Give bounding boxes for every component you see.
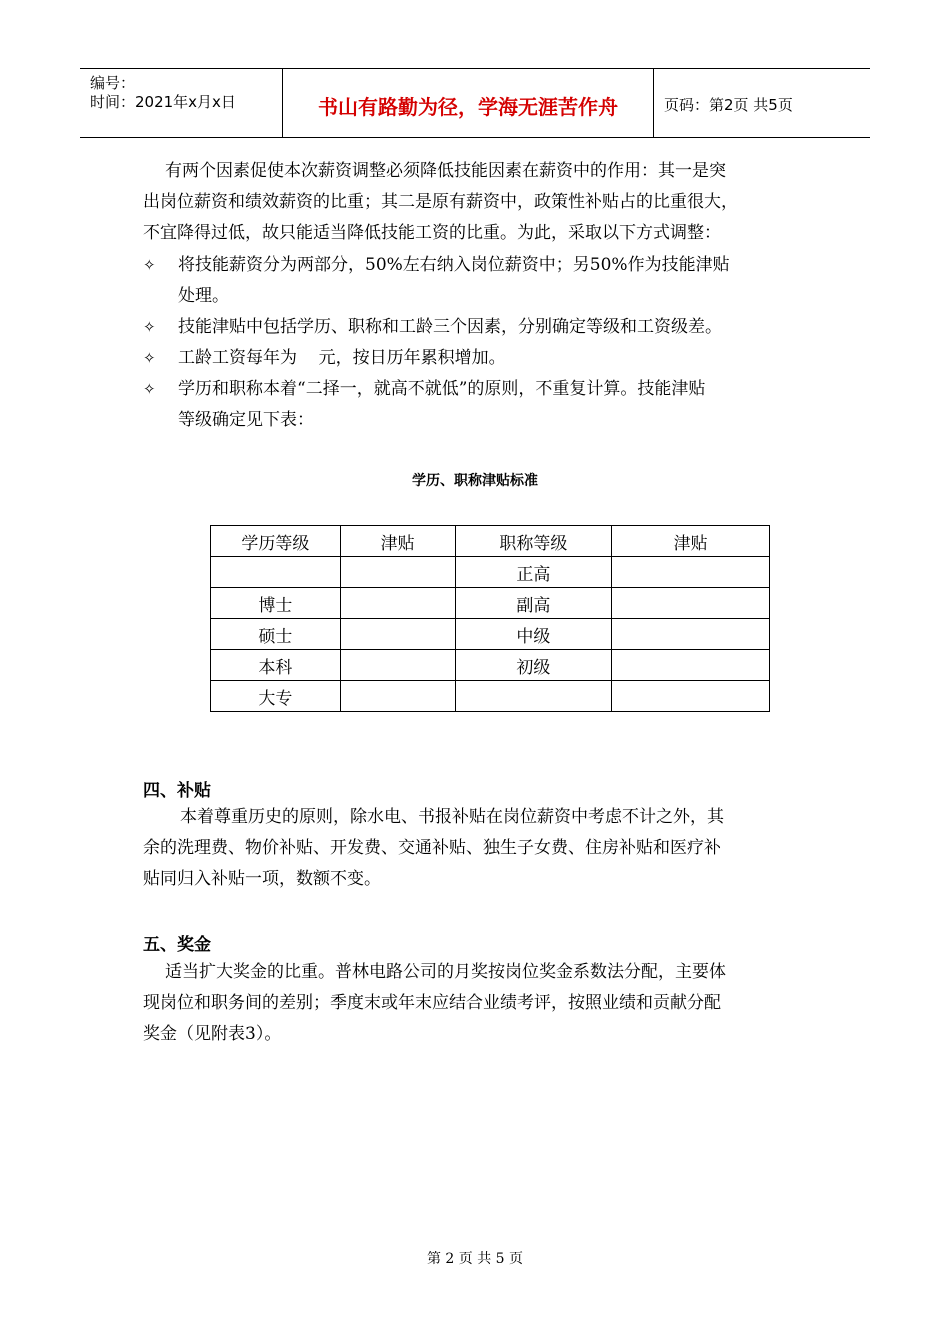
table-row — [211, 650, 770, 681]
table-header-cell: 津贴 — [340, 526, 455, 557]
table-row — [211, 619, 770, 650]
table-cell — [340, 588, 455, 619]
table-cell — [612, 619, 770, 650]
table-header-row — [211, 526, 770, 557]
section-5-line-3: 奖金（见附表3）。 — [143, 1024, 282, 1044]
intro-line-1: 有两个因素促使本次薪资调整必须降低技能因素在薪资中的作用：其一是突 — [165, 161, 726, 181]
intro-line-3: 不宜降得过低，故只能适当降低技能工资的比重。为此，采取以下方式调整： — [143, 223, 721, 243]
section-5-line-2: 现岗位和职务间的差别；季度末或年末应结合业绩考评，按照业绩和贡献分配 — [143, 993, 721, 1013]
table-cell: 博士 — [211, 588, 341, 619]
table-cell — [612, 588, 770, 619]
table-row — [211, 557, 770, 588]
section-4-line-1: 本着尊重历史的原则，除水电、书报补贴在岗位薪资中考虑不计之外，其 — [180, 807, 724, 827]
bullet-text: 学历和职称本着“二择一，就高不就低”的原则，不重复计算。技能津贴 — [178, 379, 706, 399]
page-header — [80, 68, 870, 138]
document-number-label: 编号： — [90, 74, 136, 92]
table-cell — [340, 650, 455, 681]
bullet-1-continuation: 处理。 — [178, 286, 229, 306]
section-4-heading: 四、补贴 — [143, 781, 211, 801]
diamond-bullet-icon: ✧ — [143, 349, 156, 367]
bullet-text: 技能津贴中包括学历、职称和工龄三个因素，分别确定等级和工资级差。 — [178, 317, 722, 337]
table-cell — [340, 681, 455, 712]
allowance-standard-table — [210, 525, 770, 712]
document-time-label: 时间：2021年x月x日 — [90, 93, 236, 111]
section-4-line-3: 贴同归入补贴一项，数额不变。 — [143, 869, 381, 889]
table-cell — [340, 557, 455, 588]
header-page-label: 页码：第2页 共5页 — [664, 96, 793, 114]
table-cell: 本科 — [211, 650, 341, 681]
table-cell — [455, 681, 612, 712]
table-cell — [612, 650, 770, 681]
bullet-text: 将技能薪资分为两部分，50%左右纳入岗位薪资中；另50%作为技能津贴 — [178, 255, 730, 275]
bullet-4-continuation: 等级确定见下表： — [178, 410, 314, 430]
diamond-bullet-icon: ✧ — [143, 256, 156, 274]
header-motto-cell — [283, 69, 654, 137]
table-cell: 硕士 — [211, 619, 341, 650]
section-5-line-1: 适当扩大奖金的比重。普林电路公司的月奖按岗位奖金系数法分配，主要体 — [165, 962, 726, 982]
intro-line-2: 出岗位薪资和绩效薪资的比重；其二是原有薪资中，政策性补贴占的比重很大， — [143, 192, 738, 212]
table-header-cell: 职称等级 — [455, 526, 612, 557]
table-row — [211, 588, 770, 619]
table-header-cell: 学历等级 — [211, 526, 341, 557]
table-cell: 正高 — [455, 557, 612, 588]
header-motto: 书山有路勤为径，学海无涯苦作舟 — [318, 95, 618, 119]
diamond-bullet-icon: ✧ — [143, 380, 156, 398]
table-header-cell: 津贴 — [612, 526, 770, 557]
table-cell — [612, 557, 770, 588]
bullet-text: 工龄工资每年为 元，按日历年累积增加。 — [178, 348, 506, 368]
header-info-cell — [80, 69, 283, 137]
table-cell: 大专 — [211, 681, 341, 712]
table-row — [211, 681, 770, 712]
header-page-cell — [654, 69, 870, 137]
diamond-bullet-icon: ✧ — [143, 318, 156, 336]
table-cell: 中级 — [455, 619, 612, 650]
table-cell — [211, 557, 341, 588]
table-title: 学历、职称津贴标准 — [412, 473, 538, 489]
table-cell: 副高 — [455, 588, 612, 619]
table-cell — [340, 619, 455, 650]
section-4-line-2: 余的洗理费、物价补贴、开发费、交通补贴、独生子女费、住房补贴和医疗补 — [143, 838, 721, 858]
table-cell: 初级 — [455, 650, 612, 681]
table-cell — [612, 681, 770, 712]
page-footer: 第 2 页 共 5 页 — [426, 1251, 524, 1267]
section-5-heading: 五、奖金 — [143, 935, 211, 955]
